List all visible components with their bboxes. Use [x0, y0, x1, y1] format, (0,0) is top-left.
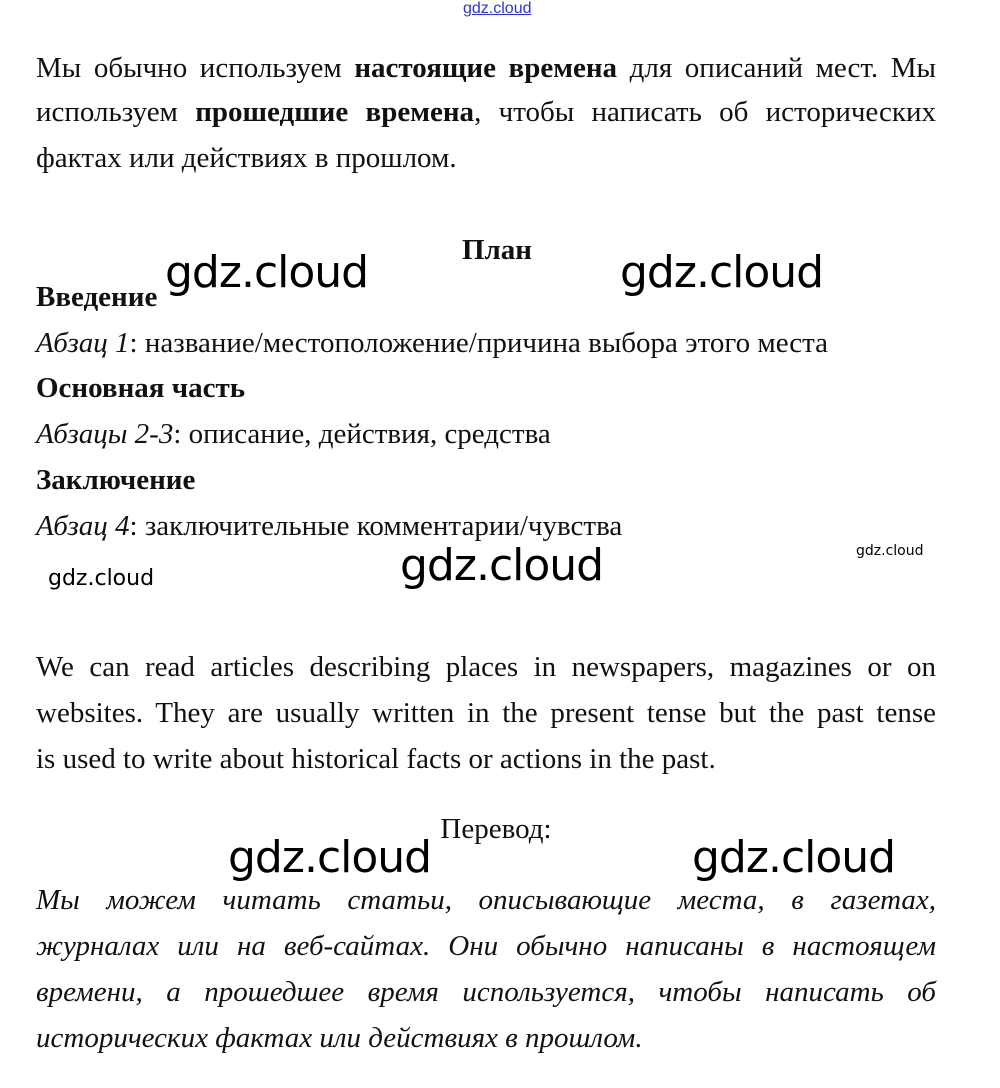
bold-term: прошедшие времена: [195, 96, 475, 128]
english-line-2: websites. They are usually written in the present tense but the past tense: [36, 697, 936, 729]
watermark: gdz.cloud: [856, 543, 924, 559]
conclusion-heading: Заключение: [36, 464, 196, 496]
bold-term: настоящие времена: [354, 52, 618, 84]
intro-line-3: фактах или действиях в прошлом.: [36, 142, 457, 174]
english-line-3: is used to write about historical facts or actions in the past.: [36, 743, 716, 775]
translation-line-2: журналах или на веб-сайтах. Они обычно написаны в настоящем: [36, 930, 936, 962]
watermark: gdz.cloud: [692, 832, 896, 883]
english-line-1: We can read articles describing places in newspapers, magazines or on: [36, 651, 936, 683]
text: Мы обычно используем: [36, 52, 355, 84]
text: : название/местоположение/причина выбора этого места: [129, 327, 829, 359]
translation-line-3: времени, а прошедшее время используется, чтобы написать об: [36, 976, 936, 1008]
paragraph-1-plan: [36, 323, 936, 363]
watermark: gdz.cloud: [620, 247, 824, 298]
watermark: gdz.cloud: [48, 566, 155, 591]
intro-heading: Введение: [36, 281, 158, 313]
intro-line-1: [36, 48, 936, 88]
text: : заключительные комментарии/чувства: [129, 510, 623, 542]
translation-line-4: исторических фактах или действиях в прошлом.: [36, 1022, 643, 1054]
translation-line-1: Мы можем читать статьи, описывающие места, в газетах,: [36, 884, 936, 916]
text: используем: [36, 96, 196, 128]
body-heading: Основная часть: [36, 372, 246, 404]
label: Абзац 4: [36, 510, 130, 542]
intro-line-2: [36, 92, 936, 132]
watermark: gdz.cloud: [228, 832, 432, 883]
translation-title: Перевод:: [440, 813, 552, 845]
text: , чтобы написать об исторических: [474, 96, 937, 128]
plan-title: План: [461, 234, 533, 266]
watermark-link[interactable]: gdz.cloud: [463, 0, 532, 17]
label: Абзацы 2-3: [36, 418, 174, 450]
text: для описаний мест. Мы: [617, 52, 937, 84]
text: : описание, действия, средства: [173, 418, 551, 450]
paragraph-2-3-plan: [36, 414, 936, 454]
watermark: gdz.cloud: [165, 247, 369, 298]
label: Абзац 1: [36, 327, 130, 359]
watermark: gdz.cloud: [400, 540, 604, 591]
